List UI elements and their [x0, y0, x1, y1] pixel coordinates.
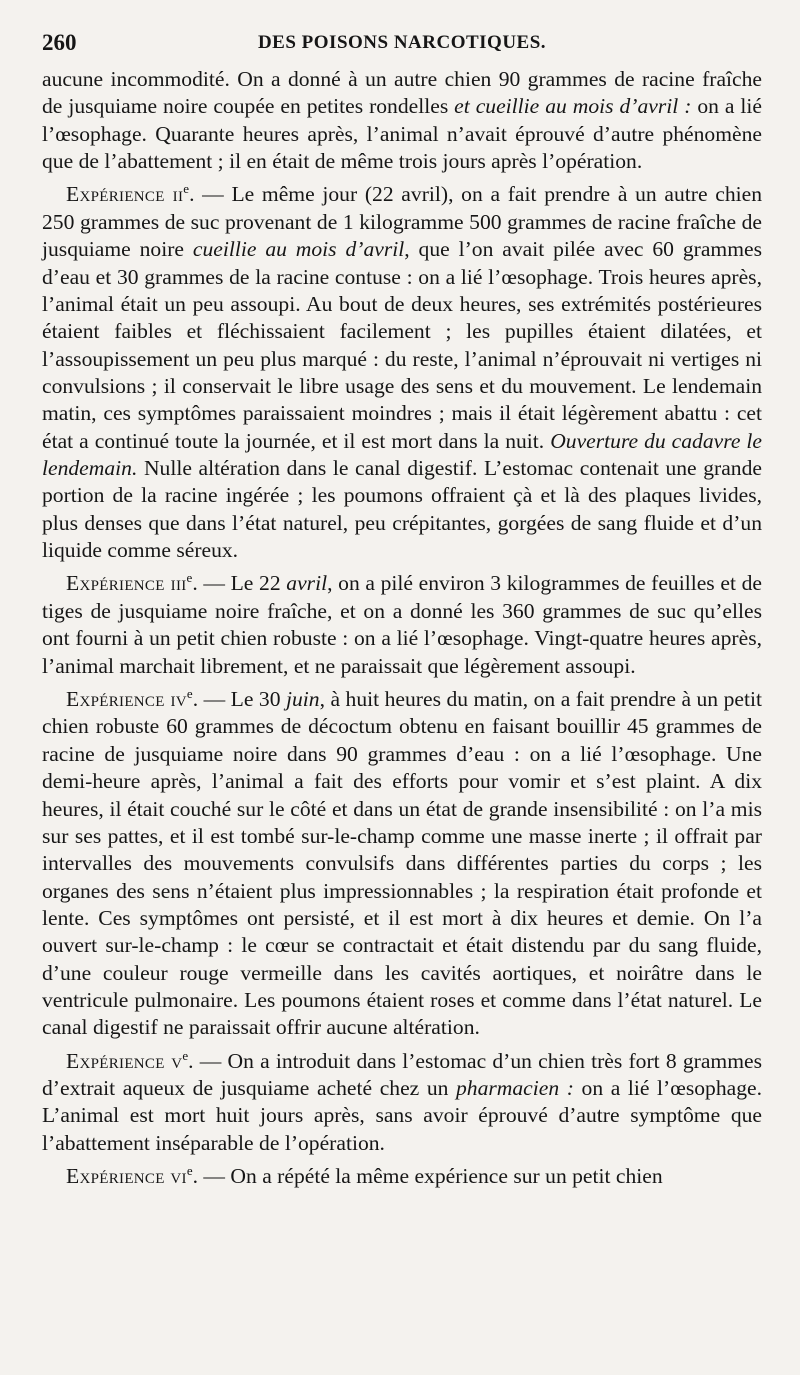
- text-run: on a lié l’œsophage. L’animal est mort huit jours après, sans avoir éprouvé d’autre symptôme que l’abattement inséparable de l’opération.: [42, 1076, 762, 1155]
- text-run: . — Le 30: [192, 687, 286, 712]
- text-run: aucune incommodité. On a donné à un autre chien 90 grammes de racine fraîche de jusquiame noire coupée en petites rondelles: [42, 67, 762, 119]
- italic-text: Ouverture du cadavre le lendemain.: [42, 428, 762, 480]
- body-text: [42, 66, 762, 1191]
- experiment-label: Expérience vi: [66, 1164, 187, 1189]
- text-run: on a lié l’œsophage. Quarante heures après, l’animal n’avait éprouvé d’autre phénomène que de l’abattement ; il en était de même trois jours après l’opération.: [42, 94, 762, 174]
- italic-text: et cueillie au mois d’avril :: [454, 94, 692, 119]
- experiment-paragraph: [42, 175, 762, 564]
- experiment-paragraph: [42, 1042, 762, 1158]
- ordinal-superscript: e: [182, 1047, 189, 1063]
- text-run: Nulle altération dans le canal digestif. L’estomac contenait une grande portion de la racine ingérée ; les poumons offraient çà et là des plaques livides, plus denses que dans l’état naturel, peu crépitantes, gorgées de sang fluide et d’un liquide comme séreux.: [42, 456, 762, 563]
- page-header: [42, 28, 762, 62]
- experiment-label: Expérience ii: [66, 182, 184, 207]
- text-run: . — On a introduit dans l’estomac d’un chien très fort 8 grammes d’extrait aqueux de jusquiame acheté chez un: [42, 1048, 762, 1101]
- ordinal-superscript: e: [186, 1163, 193, 1179]
- experiment-paragraph: [42, 680, 762, 1042]
- ordinal-superscript: e: [183, 181, 190, 197]
- experiment-label: Expérience iv: [66, 687, 187, 712]
- ordinal-superscript: e: [186, 570, 193, 586]
- page-number: 260: [42, 30, 77, 55]
- italic-text: avril: [286, 571, 328, 596]
- italic-text: cueillie au mois d’avril: [192, 237, 405, 262]
- experiment-paragraph: [42, 564, 762, 680]
- italic-text: pharmacien :: [456, 1076, 574, 1101]
- experiment-paragraph: [42, 1157, 762, 1191]
- text-run: . — Le même jour (22 avril), on a fait prendre à un autre chien 250 grammes de suc provenant de 1 kilogramme 500 grammes de racine fraîche de jusquiame noire: [42, 182, 762, 262]
- text-run: . — Le 22: [192, 571, 287, 596]
- text-run: . — On a répété la même expérience sur un petit chien: [192, 1164, 663, 1189]
- running-title: DES POISONS NARCOTIQUES.: [257, 32, 547, 53]
- text-run: , que l’on avait pilée avec 60 grammes d’eau et 30 grammes de la racine contuse : on a lié l’œsophage. Trois heures après, l’animal était un peu assoupi. Au bout de deux heures, ses extrémités postérieures étaient faibles et fléchissaient facilement ; les pupilles étaient dilatées, et l’assoupissement un peu plus marqué : du reste, l’animal n’éprouvait ni vertiges ni convulsions ; il conservait le libre usage des sens et du mouvement. Le lendemain matin, ces symptômes paraissaient moindres ; mais il était légèrement abattu : cet état a continué toute la journée, et il est mort dans la nuit.: [42, 237, 762, 453]
- text-run: , on a pilé environ 3 kilogrammes de feuilles et de tiges de jusquiame noire fraîche, et on a donné les 360 grammes de suc qu’elles ont fourni à un petit chien robuste : on a lié l’œsophage. Vingt-quatre heures après, l’animal marchait librement, et ne paraissait que légèrement assoupi.: [42, 571, 762, 678]
- experiment-label: Expérience iii: [66, 571, 187, 596]
- text-run: , à huit heures du matin, on a fait prendre à un petit chien robuste 60 grammes de décoctum obtenu en faisant bouillir 45 grammes de racine de jusquiame noire dans 90 grammes d’eau : on a lié l’œsophage. Une demi-heure après, l’animal a fait des efforts pour vomir et s’est plaint. A dix heures, il était couché sur le côté et dans un état de grande insensibilité : on l’a mis sur ses pattes, et il est tombé sur-le-champ comme une masse inerte ; il offrait par intervalles des mouvements convulsifs dans différentes parties du corps ; les organes des sens n’étaient plus impressionnables ; la respiration était profonde et lente. Ces symptômes ont persisté, et il est mort à dix heures et demie. On l’a ouvert sur-le-champ : le cœur se contractait et était distendu par du sang fluide, d’une couleur rouge vermeille dans les cavités aortiques, et noirâtre dans le ventricule pulmonaire. Les poumons étaient roses et comme dans l’état naturel. Le canal digestif ne paraissait offrir aucune altération.: [42, 687, 762, 1040]
- ordinal-superscript: e: [186, 685, 193, 701]
- continuation-paragraph: [42, 66, 762, 175]
- experiment-label: Expérience v: [66, 1048, 183, 1073]
- italic-text: juin: [286, 687, 320, 712]
